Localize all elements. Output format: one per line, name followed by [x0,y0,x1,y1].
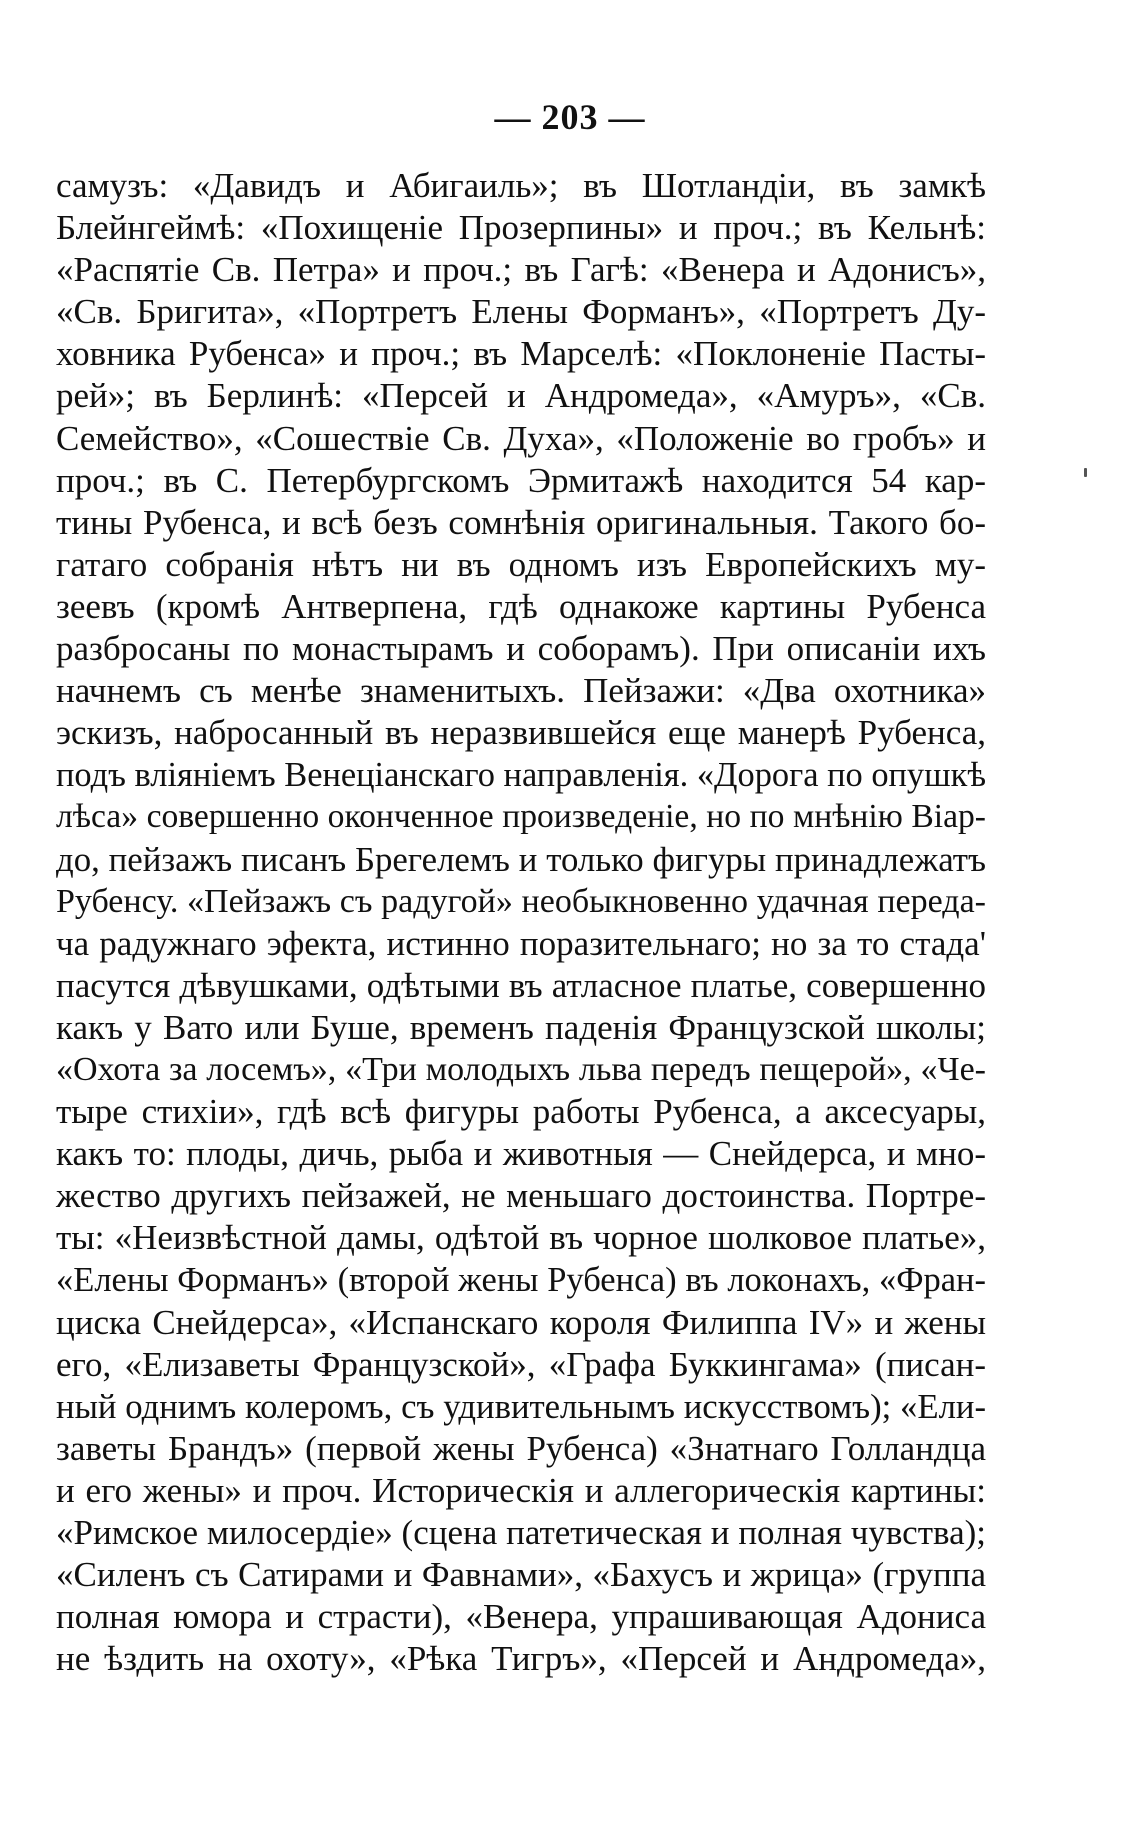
text-line: «Распятіе Св. Петра» и проч.; въ Гагѣ: «Венера и Адонисъ», [56,250,986,290]
text-line: «Св. Бригита», «Портретъ Елены Форманъ», «Портретъ Ду- [56,292,986,332]
text-line: «Силенъ съ Сатирами и Фавнами», «Бахусъ и жрица» (группа [56,1555,986,1595]
text-line: эскизъ, набросанный въ неразвившейся еще манерѣ Рубенса, [56,713,986,753]
text-line: Блейнгеймѣ: «Похищеніе Прозерпины» и проч.; въ Кельнѣ: [56,208,986,248]
text-line: полная юмора и страсти), «Венера, упрашивающая Адониса [56,1597,986,1637]
text-line: лѣса» совершенно оконченное произведеніе, но по мнѣнію Віар- [56,798,986,836]
text-line: рей»; въ Берлинѣ: «Персей и Андромеда», «Амуръ», «Св. [56,376,986,416]
text-line: тыре стихіи», гдѣ всѣ фигуры работы Рубенса, а аксесуары, [56,1092,986,1132]
text-line: жество другихъ пейзажей, не меньшаго достоинства. Портре- [56,1176,986,1216]
text-line: и его жены» и проч. Историческія и аллегорическія картины: [56,1470,986,1510]
body-text [56,165,986,1680]
text-line: подъ вліяніемъ Венеціанскаго направленія. «Дорога по опушкѣ [56,756,986,795]
text-line: самузъ: «Давидъ и Абигаиль»; въ Шотландіи, въ замкѣ [56,166,986,205]
text-line: ный однимъ колеромъ, съ удивительнымъ искусствомъ); «Ели- [56,1386,986,1426]
text-line: ты: «Неизвѣстной дамы, одѣтой въ чорное шолковое платье», [56,1218,986,1258]
text-line: какъ то: плоды, дичь, рыба и животныя — Снейдерса, и мно- [56,1134,986,1174]
text-line: не ѣздить на охоту», «Рѣка Тигръ», «Персей и Андромеда», [56,1639,986,1679]
text-line: циска Снейдерса», «Испанскаго короля Филиппа IV» и жены [56,1302,986,1342]
page-number: — 203 — [494,97,646,137]
text-line: заветы Брандъ» (первой жены Рубенса) «Знатнаго Голландца [56,1428,986,1468]
text-line: «Елены Форманъ» (второй жены Рубенса) въ локонахъ, «Фран- [56,1261,986,1300]
text-line: зеевъ (кромѣ Антверпена, гдѣ однакоже картины Рубенса [56,586,986,626]
text-line: ховника Рубенса» и проч.; въ Марселѣ: «Поклоненіе Пасты- [56,334,986,374]
text-line: «Охота за лосемъ», «Три молодыхъ льва передъ пещерой», «Че- [56,1050,986,1088]
text-line: Семейство», «Сошествіе Св. Духа», «Положеніе во гробъ» и [56,418,986,458]
text-line: ча радужнаго эфекта, истинно поразительнаго; но за то стада' [56,923,986,963]
text-line: Рубенсу. «Пейзажъ съ радугой» необыкновенно удачная переда- [56,882,986,920]
text-line: до, пейзажъ писанъ Брегелемъ и только фигуры принадлежатъ [56,839,986,879]
text-line: разбросаны по монастырамъ и соборамъ). При описаніи ихъ [56,629,986,669]
ink-speck [1084,468,1087,477]
text-line: его, «Елизаветы Французской», «Графа Буккингама» (писан- [56,1344,986,1384]
text-line: начнемъ съ менѣе знаменитыхъ. Пейзажи: «Два охотника» [56,671,986,711]
text-line: какъ у Вато или Буше, временъ паденія Французской школы; [56,1007,986,1047]
text-line: гатаго собранія нѣтъ ни въ одномъ изъ Европейскихъ му- [56,544,986,584]
text-line: «Римское милосердіе» (сцена патетическая и полная чувства); [56,1513,986,1552]
text-line: проч.; въ С. Петербургскомъ Эрмитажѣ находится 54 кар- [56,460,986,500]
text-line: тины Рубенса, и всѣ безъ сомнѣнія оригинальныя. Такого бо- [56,502,986,542]
text-line: пасутся дѣвушками, одѣтыми въ атласное платье, совершенно [56,965,986,1005]
